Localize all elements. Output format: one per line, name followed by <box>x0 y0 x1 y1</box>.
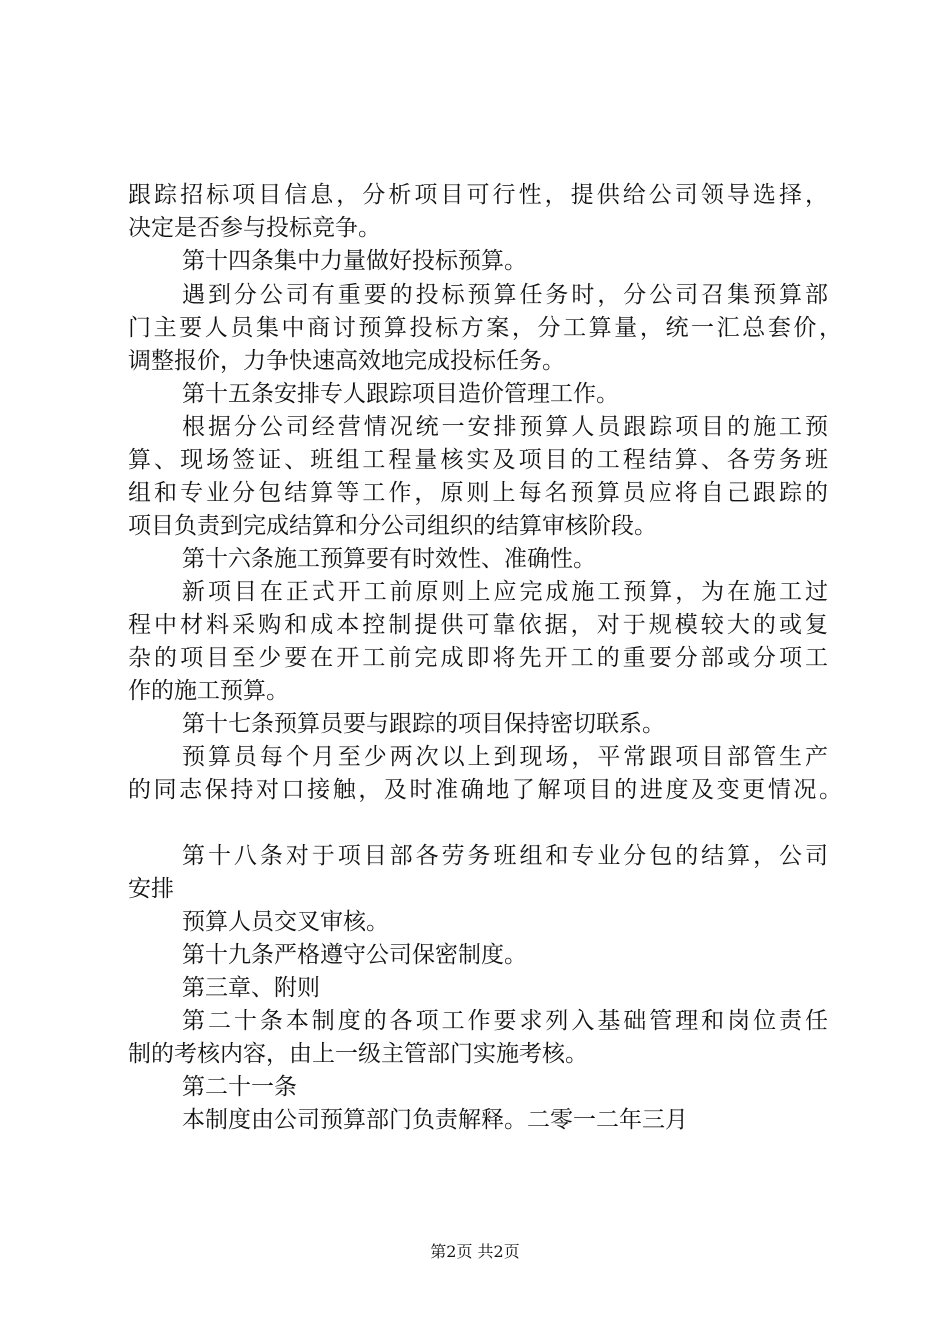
text-line: 杂的项目至少要在开工前完成即将先开工的重要分部或分项工 <box>128 645 828 671</box>
text-line: 本制度由公司预算部门负责解释。二零一二年三月 <box>182 1107 688 1133</box>
text-line: 预算员每个月至少两次以上到现场，平常跟项目部管生产 <box>182 744 828 770</box>
text-line: 程中材料采购和成本控制提供可靠依据，对于规模较大的或复 <box>128 612 828 638</box>
text-line: 决定是否参与投标竞争。 <box>128 215 381 241</box>
section-heading: 第十七条预算员要与跟踪的项目保持密切联系。 <box>182 711 665 737</box>
text-line: 调整报价，力争快速高效地完成投标任务。 <box>128 348 565 374</box>
section-heading: 第二十一条 <box>182 1074 297 1100</box>
text-line: 遇到分公司有重要的投标预算任务时，分公司召集预算部 <box>182 282 828 308</box>
text-line: 新项目在正式开工前原则上应完成施工预算，为在施工过 <box>182 579 828 605</box>
page-footer: 第2页 共2页 <box>430 1242 520 1261</box>
text-line: 项目负责到完成结算和分公司组织的结算审核阶段。 <box>128 513 657 539</box>
section-heading: 第十九条严格遵守公司保密制度。 <box>182 942 527 968</box>
text-line: 安排 <box>128 876 174 902</box>
text-line: 制的考核内容，由上一级主管部门实施考核。 <box>128 1041 588 1067</box>
text-line: 根据分公司经营情况统一安排预算人员跟踪项目的施工预 <box>182 414 828 440</box>
text-line: 作的施工预算。 <box>128 678 289 704</box>
section-heading: 第十四条集中力量做好投标预算。 <box>182 248 527 274</box>
text-line: 门主要人员集中商讨预算投标方案，分工算量，统一汇总套价， <box>128 315 842 341</box>
text-line: 预算人员交叉审核。 <box>182 909 389 935</box>
text-line: 跟踪招标项目信息，分析项目可行性，提供给公司领导选择， <box>128 182 828 208</box>
text-line: 算、现场签证、班组工程量核实及项目的工程结算、各劳务班 <box>128 447 828 473</box>
text-line: 的同志保持对口接触，及时准确地了解项目的进度及变更情况。 <box>128 777 842 803</box>
text-line: 组和专业分包结算等工作，原则上每名预算员应将自己跟踪的 <box>128 480 828 506</box>
section-heading: 第十五条安排专人跟踪项目造价管理工作。 <box>182 381 619 407</box>
chapter-heading: 第三章、附则 <box>182 975 320 1001</box>
section-heading: 第二十条本制度的各项工作要求列入基础管理和岗位责任 <box>182 1008 828 1034</box>
section-heading: 第十八条对于项目部各劳务班组和专业分包的结算，公司 <box>182 843 828 869</box>
section-heading: 第十六条施工预算要有时效性、准确性。 <box>182 546 596 572</box>
